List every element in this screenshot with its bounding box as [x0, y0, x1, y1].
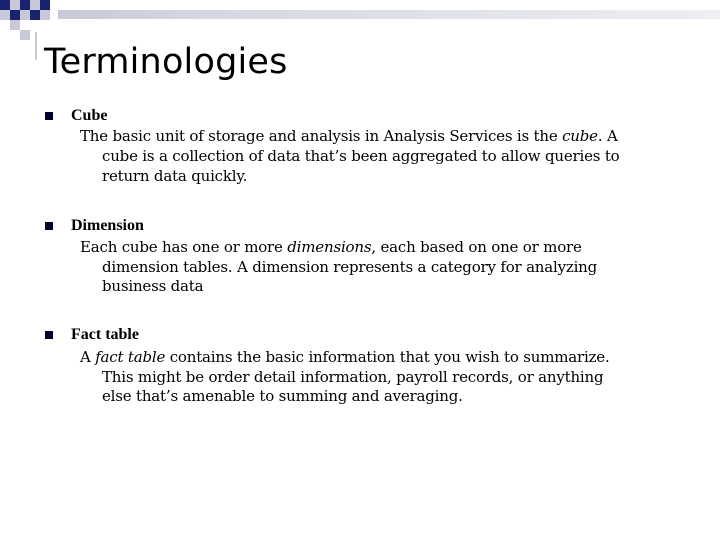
definition-text: , each based on one or more — [371, 238, 582, 256]
header-fade-bar — [58, 10, 720, 19]
bullet-square-icon — [45, 331, 53, 339]
definition-line — [80, 238, 582, 257]
deco-square — [20, 0, 30, 10]
bullet-square-icon — [45, 222, 53, 230]
deco-square — [40, 0, 50, 10]
definition-text: The basic unit of storage and analysis in Analysis Services is the — [80, 127, 563, 145]
term-title: Cube — [71, 107, 108, 124]
deco-square — [10, 20, 20, 30]
deco-square — [0, 0, 10, 10]
deco-square — [10, 10, 20, 20]
definition-line: This might be order detail information, payroll records, or anything — [102, 368, 604, 386]
deco-square — [20, 30, 30, 40]
definition-text: Each cube has one or more — [80, 238, 288, 256]
definition-line — [80, 348, 610, 367]
deco-square — [20, 10, 30, 20]
definition-text: A — [80, 348, 96, 366]
definition-line: dimension tables. A dimension represents a category for analyzing — [102, 258, 598, 276]
slide-title: Terminologies — [44, 42, 288, 82]
definition-emphasis: fact table — [95, 348, 166, 366]
definition-line — [80, 127, 618, 146]
deco-square — [10, 0, 20, 10]
deco-square — [30, 0, 40, 10]
deco-square — [40, 10, 50, 20]
definition-text: . A — [597, 127, 618, 145]
definition-line: else that’s amenable to summing and averaging. — [102, 387, 463, 405]
bullet-square-icon — [45, 112, 53, 120]
term-title: Fact table — [71, 326, 139, 343]
definition-line: business data — [102, 277, 204, 295]
term-title: Dimension — [71, 217, 144, 234]
definition-emphasis: cube — [562, 127, 598, 145]
deco-square — [30, 10, 40, 20]
definition-emphasis: dimensions — [287, 238, 372, 256]
definition-text: contains the basic information that you wish to summarize. — [165, 348, 610, 366]
definition-line: cube is a collection of data that’s been aggregated to allow queries to — [102, 147, 620, 165]
deco-square — [0, 10, 10, 20]
definition-line: return data quickly. — [102, 167, 248, 185]
